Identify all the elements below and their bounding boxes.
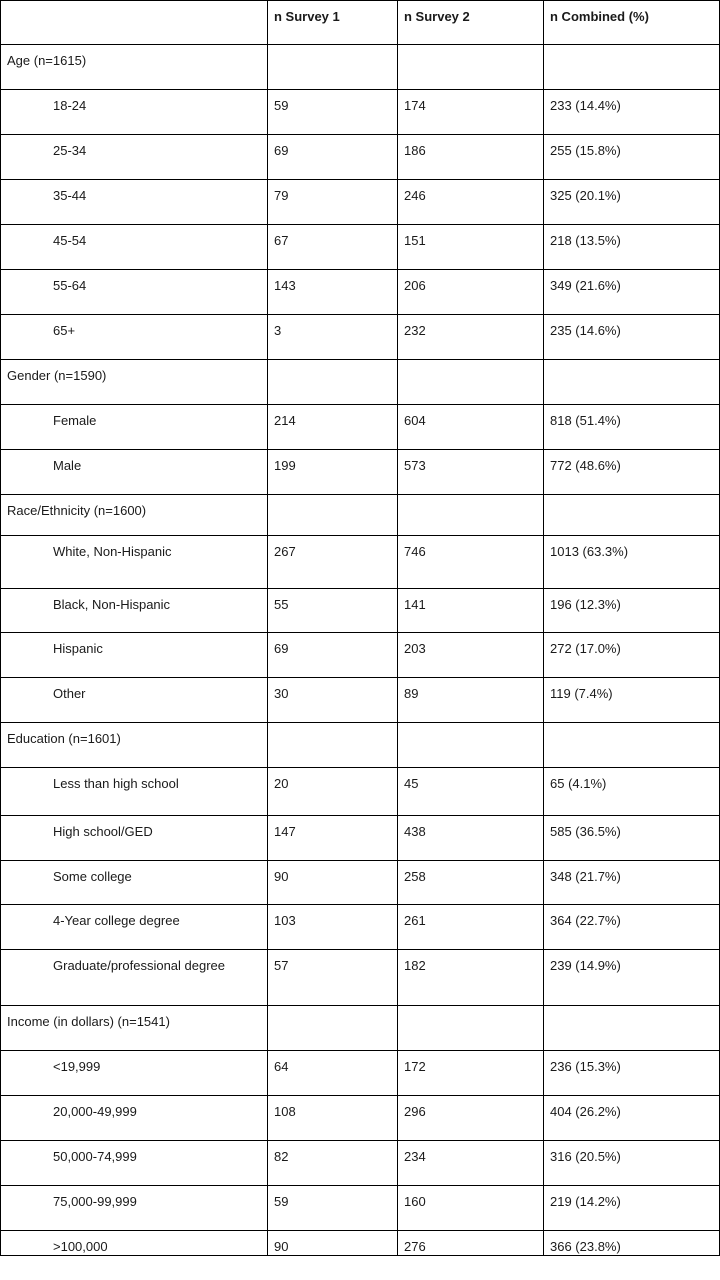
category-label: Graduate/professional degree bbox=[1, 950, 268, 1006]
combined-count: 404 (26.2%) bbox=[544, 1096, 720, 1141]
survey-2-count: 296 bbox=[398, 1096, 544, 1141]
empty-cell bbox=[268, 45, 398, 90]
category-label: 65+ bbox=[1, 315, 268, 360]
survey-1-count: 20 bbox=[268, 768, 398, 816]
combined-count: 236 (15.3%) bbox=[544, 1051, 720, 1096]
survey-1-count: 30 bbox=[268, 678, 398, 723]
empty-cell bbox=[544, 360, 720, 405]
table-body bbox=[1, 45, 720, 1256]
empty-cell bbox=[398, 495, 544, 536]
survey-1-count: 143 bbox=[268, 270, 398, 315]
combined-count: 1013 (63.3%) bbox=[544, 536, 720, 589]
survey-1-count: 57 bbox=[268, 950, 398, 1006]
combined-count: 366 (23.8%) bbox=[544, 1231, 720, 1256]
empty-cell bbox=[398, 360, 544, 405]
combined-count: 325 (20.1%) bbox=[544, 180, 720, 225]
category-label: Male bbox=[1, 450, 268, 495]
table-row bbox=[1, 405, 720, 450]
combined-count: 65 (4.1%) bbox=[544, 768, 720, 816]
category-label: 45-54 bbox=[1, 225, 268, 270]
survey-2-count: 45 bbox=[398, 768, 544, 816]
category-label: 25-34 bbox=[1, 135, 268, 180]
table-row bbox=[1, 536, 720, 589]
category-label: High school/GED bbox=[1, 816, 268, 861]
combined-count: 585 (36.5%) bbox=[544, 816, 720, 861]
empty-cell bbox=[268, 723, 398, 768]
section-row bbox=[1, 723, 720, 768]
section-row bbox=[1, 495, 720, 536]
empty-cell bbox=[398, 1006, 544, 1051]
category-label: Other bbox=[1, 678, 268, 723]
section-label: Education (n=1601) bbox=[1, 723, 268, 768]
table-row bbox=[1, 90, 720, 135]
combined-count: 239 (14.9%) bbox=[544, 950, 720, 1006]
table-row bbox=[1, 1096, 720, 1141]
empty-cell bbox=[398, 723, 544, 768]
table-row bbox=[1, 225, 720, 270]
survey-1-count: 3 bbox=[268, 315, 398, 360]
combined-count: 119 (7.4%) bbox=[544, 678, 720, 723]
table-row bbox=[1, 678, 720, 723]
combined-count: 316 (20.5%) bbox=[544, 1141, 720, 1186]
section-row bbox=[1, 45, 720, 90]
section-label: Age (n=1615) bbox=[1, 45, 268, 90]
section-label: Gender (n=1590) bbox=[1, 360, 268, 405]
table-row bbox=[1, 270, 720, 315]
empty-cell bbox=[268, 1006, 398, 1051]
section-label: Income (in dollars) (n=1541) bbox=[1, 1006, 268, 1051]
survey-2-count: 246 bbox=[398, 180, 544, 225]
survey-2-count: 141 bbox=[398, 589, 544, 633]
survey-2-count: 232 bbox=[398, 315, 544, 360]
survey-2-count: 186 bbox=[398, 135, 544, 180]
survey-2-count: 203 bbox=[398, 633, 544, 678]
survey-2-count: 573 bbox=[398, 450, 544, 495]
survey-1-count: 103 bbox=[268, 905, 398, 950]
header-row bbox=[1, 1, 720, 45]
category-label: Black, Non-Hispanic bbox=[1, 589, 268, 633]
combined-count: 772 (48.6%) bbox=[544, 450, 720, 495]
category-label: 20,000-49,999 bbox=[1, 1096, 268, 1141]
combined-count: 235 (14.6%) bbox=[544, 315, 720, 360]
combined-count: 348 (21.7%) bbox=[544, 861, 720, 905]
combined-count: 219 (14.2%) bbox=[544, 1186, 720, 1231]
survey-1-count: 67 bbox=[268, 225, 398, 270]
table-row bbox=[1, 1231, 720, 1256]
section-row bbox=[1, 1006, 720, 1051]
survey-1-count: 90 bbox=[268, 861, 398, 905]
survey-2-count: 174 bbox=[398, 90, 544, 135]
survey-1-count: 214 bbox=[268, 405, 398, 450]
survey-1-count: 69 bbox=[268, 633, 398, 678]
table-row bbox=[1, 905, 720, 950]
table-row bbox=[1, 1051, 720, 1096]
survey-2-count: 276 bbox=[398, 1231, 544, 1256]
survey-2-count: 151 bbox=[398, 225, 544, 270]
category-label: Less than high school bbox=[1, 768, 268, 816]
survey-1-count: 267 bbox=[268, 536, 398, 589]
table-row bbox=[1, 633, 720, 678]
table-row bbox=[1, 816, 720, 861]
survey-2-count: 206 bbox=[398, 270, 544, 315]
survey-1-count: 59 bbox=[268, 90, 398, 135]
survey-2-count: 438 bbox=[398, 816, 544, 861]
survey-1-count: 55 bbox=[268, 589, 398, 633]
table-row bbox=[1, 861, 720, 905]
category-label: 55-64 bbox=[1, 270, 268, 315]
category-label: Some college bbox=[1, 861, 268, 905]
survey-2-count: 182 bbox=[398, 950, 544, 1006]
category-label: Hispanic bbox=[1, 633, 268, 678]
header-survey-1: n Survey 1 bbox=[268, 1, 398, 45]
table-row bbox=[1, 315, 720, 360]
category-label: 18-24 bbox=[1, 90, 268, 135]
combined-count: 255 (15.8%) bbox=[544, 135, 720, 180]
table-row bbox=[1, 135, 720, 180]
combined-count: 218 (13.5%) bbox=[544, 225, 720, 270]
header-combined: n Combined (%) bbox=[544, 1, 720, 45]
survey-1-count: 79 bbox=[268, 180, 398, 225]
empty-cell bbox=[544, 723, 720, 768]
section-label: Race/Ethnicity (n=1600) bbox=[1, 495, 268, 536]
survey-1-count: 64 bbox=[268, 1051, 398, 1096]
header-blank-cell bbox=[1, 1, 268, 45]
category-label: 4-Year college degree bbox=[1, 905, 268, 950]
survey-2-count: 746 bbox=[398, 536, 544, 589]
table-row bbox=[1, 768, 720, 816]
table-row bbox=[1, 1186, 720, 1231]
table-row bbox=[1, 1141, 720, 1186]
empty-cell bbox=[268, 360, 398, 405]
survey-2-count: 604 bbox=[398, 405, 544, 450]
category-label: <19,999 bbox=[1, 1051, 268, 1096]
survey-2-count: 258 bbox=[398, 861, 544, 905]
survey-2-count: 160 bbox=[398, 1186, 544, 1231]
survey-2-count: 261 bbox=[398, 905, 544, 950]
empty-cell bbox=[544, 495, 720, 536]
category-label: Female bbox=[1, 405, 268, 450]
table-row bbox=[1, 450, 720, 495]
survey-1-count: 199 bbox=[268, 450, 398, 495]
survey-1-count: 69 bbox=[268, 135, 398, 180]
survey-2-count: 172 bbox=[398, 1051, 544, 1096]
table-row bbox=[1, 950, 720, 1006]
survey-2-count: 89 bbox=[398, 678, 544, 723]
survey-2-count: 234 bbox=[398, 1141, 544, 1186]
empty-cell bbox=[544, 45, 720, 90]
survey-1-count: 90 bbox=[268, 1231, 398, 1256]
category-label: 35-44 bbox=[1, 180, 268, 225]
section-row bbox=[1, 360, 720, 405]
category-label: 75,000-99,999 bbox=[1, 1186, 268, 1231]
combined-count: 818 (51.4%) bbox=[544, 405, 720, 450]
survey-1-count: 82 bbox=[268, 1141, 398, 1186]
combined-count: 349 (21.6%) bbox=[544, 270, 720, 315]
category-label: 50,000-74,999 bbox=[1, 1141, 268, 1186]
category-label: >100,000 bbox=[1, 1231, 268, 1256]
category-label: White, Non-Hispanic bbox=[1, 536, 268, 589]
combined-count: 233 (14.4%) bbox=[544, 90, 720, 135]
empty-cell bbox=[544, 1006, 720, 1051]
table-row bbox=[1, 589, 720, 633]
combined-count: 196 (12.3%) bbox=[544, 589, 720, 633]
header-survey-2: n Survey 2 bbox=[398, 1, 544, 45]
combined-count: 364 (22.7%) bbox=[544, 905, 720, 950]
survey-1-count: 147 bbox=[268, 816, 398, 861]
survey-1-count: 59 bbox=[268, 1186, 398, 1231]
survey-1-count: 108 bbox=[268, 1096, 398, 1141]
empty-cell bbox=[268, 495, 398, 536]
empty-cell bbox=[398, 45, 544, 90]
combined-count: 272 (17.0%) bbox=[544, 633, 720, 678]
table-row bbox=[1, 180, 720, 225]
